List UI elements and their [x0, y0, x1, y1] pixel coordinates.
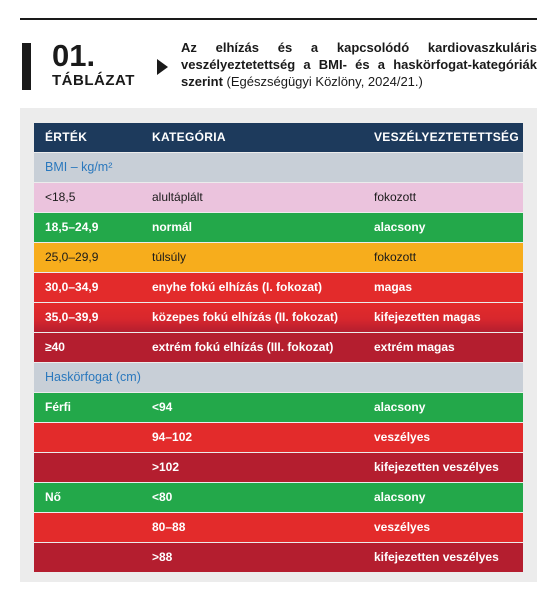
table-row: [34, 303, 523, 332]
row-risk: veszélyes: [374, 430, 431, 444]
column-header-value: ÉRTÉK: [45, 130, 88, 144]
row-category: >88: [152, 550, 173, 564]
caption-source: (Egészségügyi Közlöny, 2024/21.): [226, 74, 423, 89]
table-row: [34, 453, 523, 482]
table-row: [34, 483, 523, 512]
table-row: [34, 513, 523, 542]
section-label: Haskörfogat (cm): [45, 370, 141, 384]
top-rule: [20, 18, 537, 20]
row-category: normál: [152, 220, 193, 234]
row-risk: alacsony: [374, 220, 426, 234]
row-value: Férfi: [45, 400, 72, 414]
table-row: [34, 423, 523, 452]
row-risk: alacsony: [374, 490, 426, 504]
header-accent-bar: [22, 43, 31, 90]
table-caption: [181, 39, 537, 90]
row-category: 94–102: [152, 430, 193, 444]
table-row: [34, 333, 523, 362]
table-row: [34, 393, 523, 422]
section-header-bmi: [34, 153, 523, 182]
row-value: 18,5–24,9: [45, 220, 99, 234]
row-risk: fokozott: [374, 190, 417, 204]
row-risk: extrém magas: [374, 340, 455, 354]
table-row: [34, 273, 523, 302]
section-label: BMI – kg/m²: [45, 160, 113, 174]
column-header-risk: VESZÉLYEZTETETTSÉG: [374, 130, 519, 144]
row-risk: magas: [374, 280, 413, 294]
row-category: extrém fokú elhízás (III. fokozat): [152, 340, 334, 354]
table-label: TÁBLÁZAT: [52, 72, 135, 89]
row-category: <94: [152, 400, 173, 414]
row-category: közepes fokú elhízás (II. fokozat): [152, 310, 339, 324]
row-risk: kifejezetten veszélyes: [374, 550, 499, 564]
row-value: <18,5: [45, 190, 76, 204]
column-header-category: KATEGÓRIA: [152, 130, 226, 144]
table-number: 01.: [52, 38, 96, 73]
table-row: [34, 183, 523, 212]
row-category: 80–88: [152, 520, 186, 534]
row-value: Nő: [45, 490, 61, 504]
table-row: [34, 213, 523, 242]
row-category: túlsúly: [152, 250, 187, 264]
row-category: >102: [152, 460, 180, 474]
section-header-waist: [34, 363, 523, 392]
row-risk: kifejezetten magas: [374, 310, 481, 324]
row-category: alultáplált: [152, 190, 203, 204]
row-risk: kifejezetten veszélyes: [374, 460, 499, 474]
caption-title: Az elhízás és a kapcsolódó kardiovaszkuláris veszélyeztetettség a BMI- és a haskörfogat-kategóriák szerint: [181, 40, 537, 89]
table-row: [34, 243, 523, 272]
row-value: 35,0–39,9: [45, 310, 99, 324]
row-value: 25,0–29,9: [45, 250, 99, 264]
row-risk: fokozott: [374, 250, 417, 264]
triangle-arrow-icon: [157, 59, 168, 75]
table-row: [34, 543, 523, 572]
row-value: 30,0–34,9: [45, 280, 99, 294]
table-header-row: [34, 123, 523, 152]
row-value: ≥40: [45, 340, 65, 354]
row-risk: veszélyes: [374, 520, 431, 534]
row-risk: alacsony: [374, 400, 426, 414]
row-category: <80: [152, 490, 173, 504]
row-category: enyhe fokú elhízás (I. fokozat): [152, 280, 323, 294]
